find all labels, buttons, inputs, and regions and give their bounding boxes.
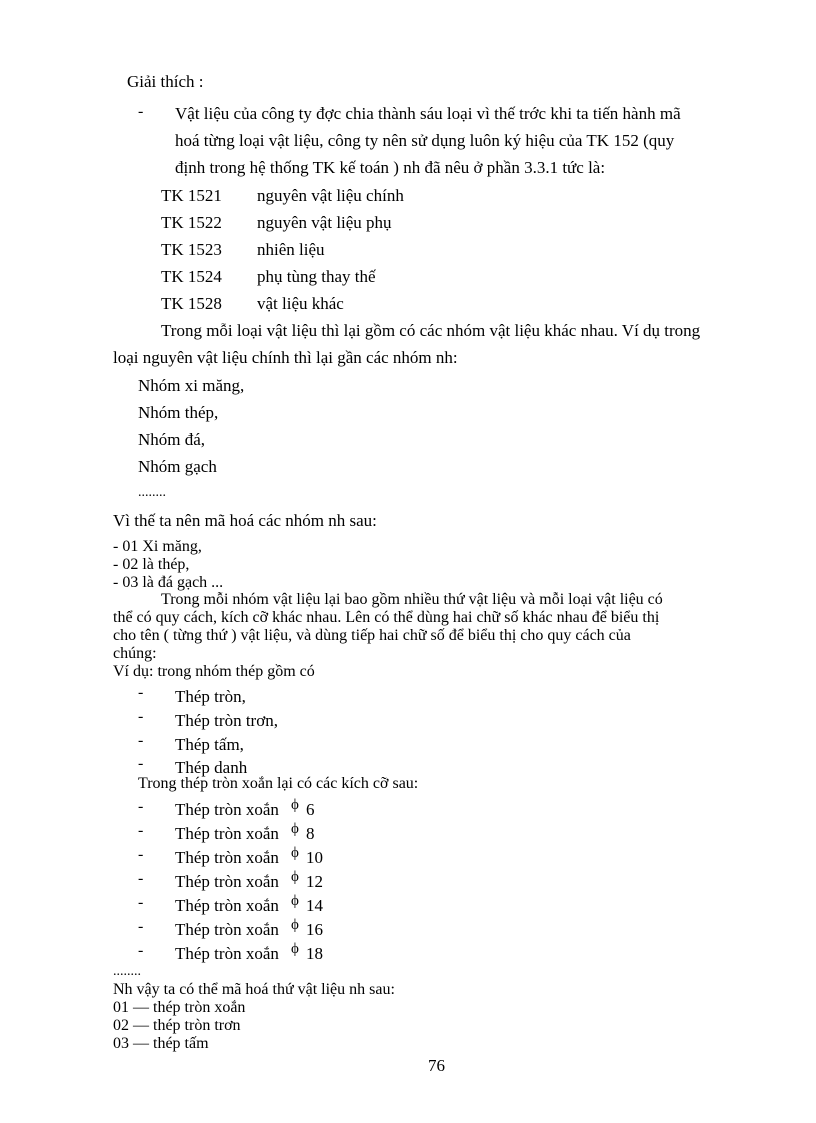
page-number: 76: [428, 1056, 445, 1075]
account-name: nhiên liệu: [257, 240, 325, 259]
bullet-mark: -: [138, 684, 144, 701]
para3-line-1: Trong mỗi nhóm vật liệu lại bao gồm nhiều thứ vật liệu và mỗi loại vật liệu có: [161, 591, 663, 608]
diameter-symbol: ϕ: [291, 797, 299, 813]
para1-line-1: Vật liệu của công ty đợc chia thành sáu loại vì thế trớc khi ta tiến hành mã: [175, 104, 681, 123]
diameter-symbol: ϕ: [291, 917, 299, 933]
size-label: Thép tròn xoắn: [175, 920, 279, 939]
diameter-symbol: ϕ: [291, 821, 299, 837]
list-ellipsis: ........: [113, 964, 141, 979]
section-heading: Giải thích :: [127, 72, 204, 91]
bullet-mark: -: [138, 822, 144, 839]
bullet-mark: -: [138, 732, 144, 749]
group-item: Nhóm thép,: [138, 403, 219, 422]
bullet-mark: -: [138, 846, 144, 863]
bullet-mark: -: [138, 894, 144, 911]
size-value: 8: [306, 824, 315, 843]
group-code: - 02 là thép,: [113, 556, 190, 573]
bullet-mark: -: [138, 918, 144, 935]
coding-intro: Vì thế ta nên mã hoá các nhóm nh sau:: [113, 511, 377, 530]
steel-type: Thép tròn trơn,: [175, 711, 278, 730]
size-label: Thép tròn xoắn: [175, 824, 279, 843]
size-value: 18: [306, 944, 323, 963]
group-item: Nhóm gạch: [138, 457, 217, 476]
size-value: 16: [306, 920, 323, 939]
para3-line-4: chúng:: [113, 645, 157, 662]
diameter-symbol: ϕ: [291, 893, 299, 909]
account-name: phụ tùng thay thế: [257, 267, 376, 286]
size-value: 14: [306, 896, 323, 915]
bullet-mark: -: [138, 103, 144, 120]
bullet-mark: -: [138, 942, 144, 959]
bullet-mark: -: [138, 708, 144, 725]
item-code: 01 — thép tròn xoắn: [113, 999, 246, 1016]
bullet-mark: -: [138, 870, 144, 887]
size-label: Thép tròn xoắn: [175, 896, 279, 915]
account-code: TK 1522: [161, 213, 222, 232]
size-intro: Trong thép tròn xoắn lại có các kích cỡ sau:: [138, 775, 419, 792]
size-label: Thép tròn xoắn: [175, 944, 279, 963]
account-name: vật liệu khác: [257, 294, 344, 313]
diameter-symbol: ϕ: [291, 941, 299, 957]
group-item: Nhóm đá,: [138, 430, 206, 449]
steel-type: Thép danh: [175, 758, 248, 777]
account-code: TK 1523: [161, 240, 222, 259]
item-code: 03 — thép tấm: [113, 1035, 209, 1052]
diameter-symbol: ϕ: [291, 869, 299, 885]
item-intro: Nh vậy ta có thể mã hoá thứ vật liệu nh sau:: [113, 981, 395, 998]
steel-type: Thép tấm,: [175, 735, 244, 754]
diameter-symbol: ϕ: [291, 845, 299, 861]
para2-line-2: loại nguyên vật liệu chính thì lại gần các nhóm nh:: [113, 348, 458, 367]
size-label: Thép tròn xoắn: [175, 872, 279, 891]
group-ellipsis: ........: [138, 485, 166, 500]
item-code: 02 — thép tròn trơn: [113, 1017, 241, 1034]
bullet-mark: -: [138, 798, 144, 815]
group-item: Nhóm xi măng,: [138, 376, 245, 395]
para3-line-3: cho tên ( từng thứ ) vật liệu, và dùng tiếp hai chữ số để biểu thị cho quy cách của: [113, 627, 631, 644]
group-code: - 03 là đá gạch ...: [113, 574, 224, 591]
para1-line-2: hoá từng loại vật liệu, công ty nên sử dụng luôn ký hiệu của TK 152 (quy: [175, 131, 675, 150]
steel-type: Thép tròn,: [175, 687, 246, 706]
size-value: 6: [306, 800, 315, 819]
size-value: 12: [306, 872, 323, 891]
account-code: TK 1521: [161, 186, 222, 205]
group-code: - 01 Xi măng,: [113, 538, 202, 555]
para2-line-1: Trong mỗi loại vật liệu thì lại gồm có các nhóm vật liệu khác nhau. Ví dụ trong: [161, 321, 701, 340]
example-intro: Ví dụ: trong nhóm thép gồm có: [113, 663, 315, 680]
account-name: nguyên vật liệu chính: [257, 186, 404, 205]
size-label: Thép tròn xoắn: [175, 800, 279, 819]
account-code: TK 1528: [161, 294, 222, 313]
account-code: TK 1524: [161, 267, 222, 286]
para3-line-2: thể có quy cách, kích cỡ khác nhau. Lên có thể dùng hai chữ số khác nhau để biểu thị: [113, 609, 660, 626]
para1-line-3: định trong hệ thống TK kế toán ) nh đã nêu ở phần 3.3.1 tức là:: [175, 158, 606, 177]
size-label: Thép tròn xoắn: [175, 848, 279, 867]
account-name: nguyên vật liệu phụ: [257, 213, 392, 232]
size-value: 10: [306, 848, 323, 867]
bullet-mark: -: [138, 755, 144, 772]
